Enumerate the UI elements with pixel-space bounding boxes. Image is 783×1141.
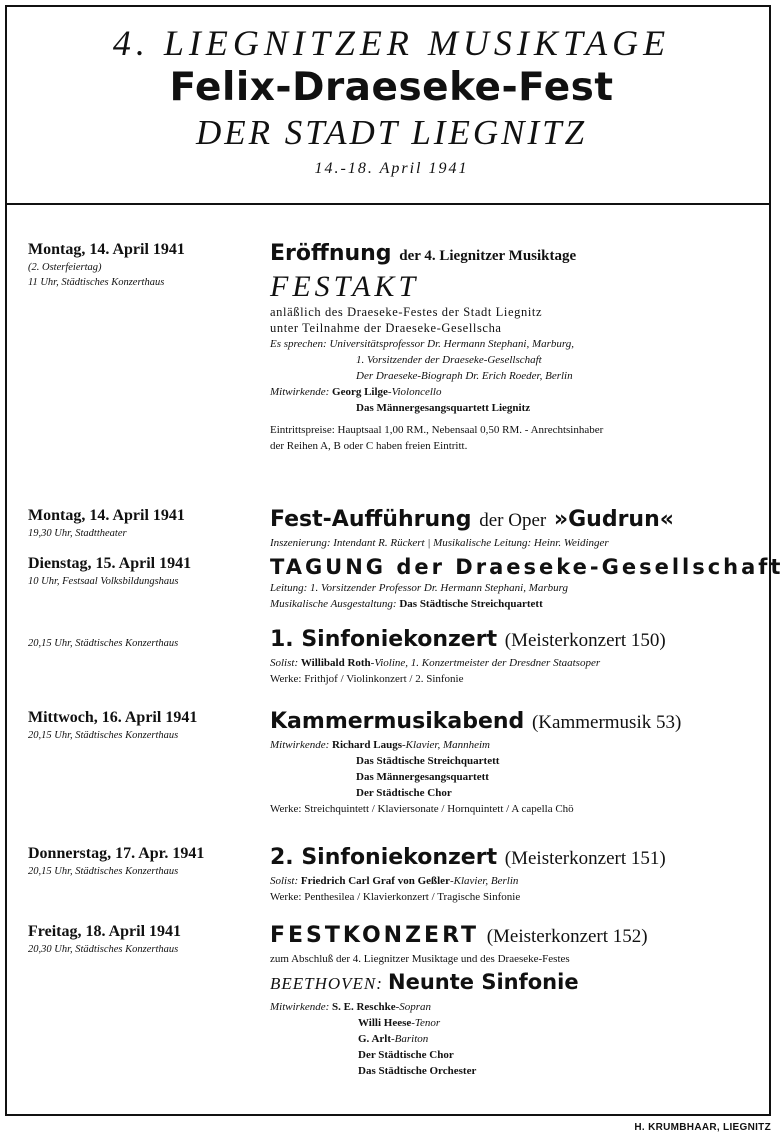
performer: S. E. Reschke [332, 1001, 396, 1013]
event-day: Donnerstag, 17. Apr. 1941 [28, 845, 205, 862]
event-title-suffix: (Meisterkonzert 151) [504, 848, 666, 869]
event-line: Leitung: 1. Vorsitzender Professor Dr. Hermann Stephani, Marburg [270, 582, 569, 594]
event-title-main: Fest-Aufführung [270, 507, 472, 532]
header-divider [7, 203, 769, 205]
performer: Georg Lilge [332, 386, 388, 398]
event-title-main: Kammermusikabend [270, 709, 525, 734]
event-date-block [28, 240, 268, 290]
event-line [270, 596, 760, 612]
event-title-main: FESTKONZERT [270, 923, 480, 948]
performer: Willi Heese [358, 1017, 412, 1029]
event-details [270, 844, 760, 905]
prices: Eintrittspreise: Hauptsaal 1,00 RM., Nebensaal 0,50 RM. - Anrechtsinhaber [270, 424, 604, 436]
performer-row [270, 1015, 760, 1031]
works: Werke: Streichquintett / Klaviersonate / Hornquintett / A capella Chö [270, 803, 574, 815]
event-title-mid: der Oper [479, 510, 547, 531]
event-day: Mittwoch, 16. April 1941 [28, 709, 198, 726]
event-title: TAGUNG der Draeseke-Gesellschaft [270, 555, 783, 579]
soloist-label: Solist: [270, 657, 299, 669]
soloist-role: -Klavier, Berlin [449, 875, 519, 887]
event-time-venue: 20,30 Uhr, Städtisches Konzerthaus [28, 944, 179, 955]
speaker-row [270, 336, 760, 352]
event-note: (2. Osterfeiertag) [28, 262, 102, 273]
speaker-role: 1. Vorsitzender der Draeseke-Gesellschaft [356, 354, 542, 366]
performer-row [270, 737, 760, 753]
work-title: Neunte Sinfonie [388, 970, 579, 994]
performer-row [270, 1031, 760, 1047]
festival-name: Felix-Draeseke-Fest [169, 65, 614, 110]
event-title [270, 708, 760, 737]
soloist-role: -Violine, 1. Konzertmeister der Dresdner Staatsoper [370, 657, 601, 669]
event-title-main: Eröffnung [270, 241, 392, 266]
performer: G. Arlt [358, 1033, 391, 1045]
event-day: Montag, 14. April 1941 [28, 507, 185, 524]
event-title [270, 506, 760, 535]
event-time-venue: 20,15 Uhr, Städtisches Konzerthaus [28, 730, 179, 741]
performers-label: Mitwirkende: [270, 739, 330, 751]
performers-label: Mitwirkende: [270, 1001, 330, 1013]
event-title [270, 922, 760, 951]
performer-role: -Tenor [411, 1017, 441, 1029]
event-subtitle: FESTAKT [270, 270, 420, 303]
event-date-block [28, 554, 268, 589]
program-row [270, 967, 760, 999]
performer: Das Männergesangsquartett Liegnitz [356, 402, 531, 414]
performer-role: -Violoncello [387, 386, 442, 398]
performer-role: -Bariton [391, 1033, 429, 1045]
performer: Das Städtische Orchester [358, 1065, 477, 1077]
performer: Richard Laugs [332, 739, 403, 751]
performer-row [270, 384, 760, 400]
works: Werke: Penthesilea / Klavierkonzert / Tragische Sinfonie [270, 891, 521, 903]
prices: der Reihen A, B oder C haben freien Eintritt. [270, 440, 468, 452]
festival-title: 4. LIEGNITZER MUSIKTAGE [112, 23, 671, 63]
speaker: Der Draeseke-Biograph Dr. Erich Roeder, Berlin [356, 370, 573, 382]
soloist: Willibald Roth [300, 657, 371, 669]
performer: Der Städtische Chor [358, 1049, 454, 1061]
event-title-suffix: (Kammermusik 53) [531, 712, 682, 733]
printer-credit: H. KRUMBHAAR, LIEGNITZ [634, 1122, 771, 1133]
event-title-main: 2. Sinfoniekonzert [270, 845, 498, 870]
event-title-suffix: der 4. Liegnitzer Musiktage [399, 248, 577, 264]
event-title-suffix: (Meisterkonzert 150) [504, 630, 666, 651]
event-title [270, 844, 760, 873]
event-time-venue: 20,15 Uhr, Städtisches Konzerthaus [28, 638, 179, 649]
composer: BEETHOVEN: [270, 974, 383, 993]
festival-city: DER STADT LIEGNITZ [195, 113, 588, 152]
event-line-label: Musikalische Ausgestaltung: [270, 598, 397, 610]
soloist-row [270, 873, 760, 889]
festival-dates: 14.-18. April 1941 [314, 160, 469, 177]
speaker: Universitätsprofessor Dr. Hermann Stephani, Marburg, [329, 338, 575, 350]
event-date-block [28, 636, 268, 651]
works: Werke: Frithjof / Violinkonzert / 2. Sinfonie [270, 673, 464, 685]
event-time-venue: 19,30 Uhr, Stadttheater [28, 528, 127, 539]
event-details [270, 708, 760, 817]
event-time-venue: 20,15 Uhr, Städtisches Konzerthaus [28, 866, 179, 877]
event-line: unter Teilnahme der Draeseke-Gesellscha [270, 321, 502, 335]
opera-name: »Gudrun« [553, 507, 674, 532]
event-day: Freitag, 18. April 1941 [28, 923, 182, 940]
performer: Das Städtische Streichquartett [356, 755, 500, 767]
event-day: Dienstag, 15. April 1941 [28, 555, 192, 572]
event-title [270, 626, 760, 655]
performer-role: -Klavier, Mannheim [402, 739, 490, 751]
soloist-row [270, 655, 760, 671]
performer-row [270, 999, 760, 1015]
soloist: Friedrich Carl Graf von Geßler [300, 875, 450, 887]
event-line: zum Abschluß der 4. Liegnitzer Musiktage und des Draeseke-Festes [270, 953, 570, 965]
event-time-venue: 11 Uhr, Städtisches Konzerthaus [28, 277, 165, 288]
performer: Der Städtische Chor [356, 787, 452, 799]
event-line-value: Das Städtische Streichquartett [399, 598, 543, 610]
event-details [270, 554, 783, 612]
event-details [270, 506, 760, 551]
performers-label: Mitwirkende: [270, 386, 330, 398]
event-day: Montag, 14. April 1941 [28, 241, 185, 258]
event-date-block [28, 506, 268, 541]
event-date-block [28, 922, 268, 957]
performer-role: -Sopran [395, 1001, 432, 1013]
event-line: Inszenierung: Intendant R. Rückert | Musikalische Leitung: Heinr. Weidinger [270, 537, 609, 549]
event-time-venue: 10 Uhr, Festsaal Volksbildungshaus [28, 576, 179, 587]
event-date-block [28, 844, 268, 879]
event-title-suffix: (Meisterkonzert 152) [486, 926, 648, 947]
event-title [270, 240, 760, 270]
soloist-label: Solist: [270, 875, 299, 887]
speakers-label: Es sprechen: [270, 338, 327, 350]
event-title-main: 1. Sinfoniekonzert [270, 627, 498, 652]
event-line: anläßlich des Draeseke-Festes der Stadt Liegnitz [270, 305, 543, 319]
performer: Das Männergesangsquartett [356, 771, 489, 783]
event-details [270, 626, 760, 687]
event-details [270, 240, 760, 454]
event-date-block [28, 708, 268, 743]
poster-header [0, 22, 783, 184]
event-details [270, 922, 760, 1079]
